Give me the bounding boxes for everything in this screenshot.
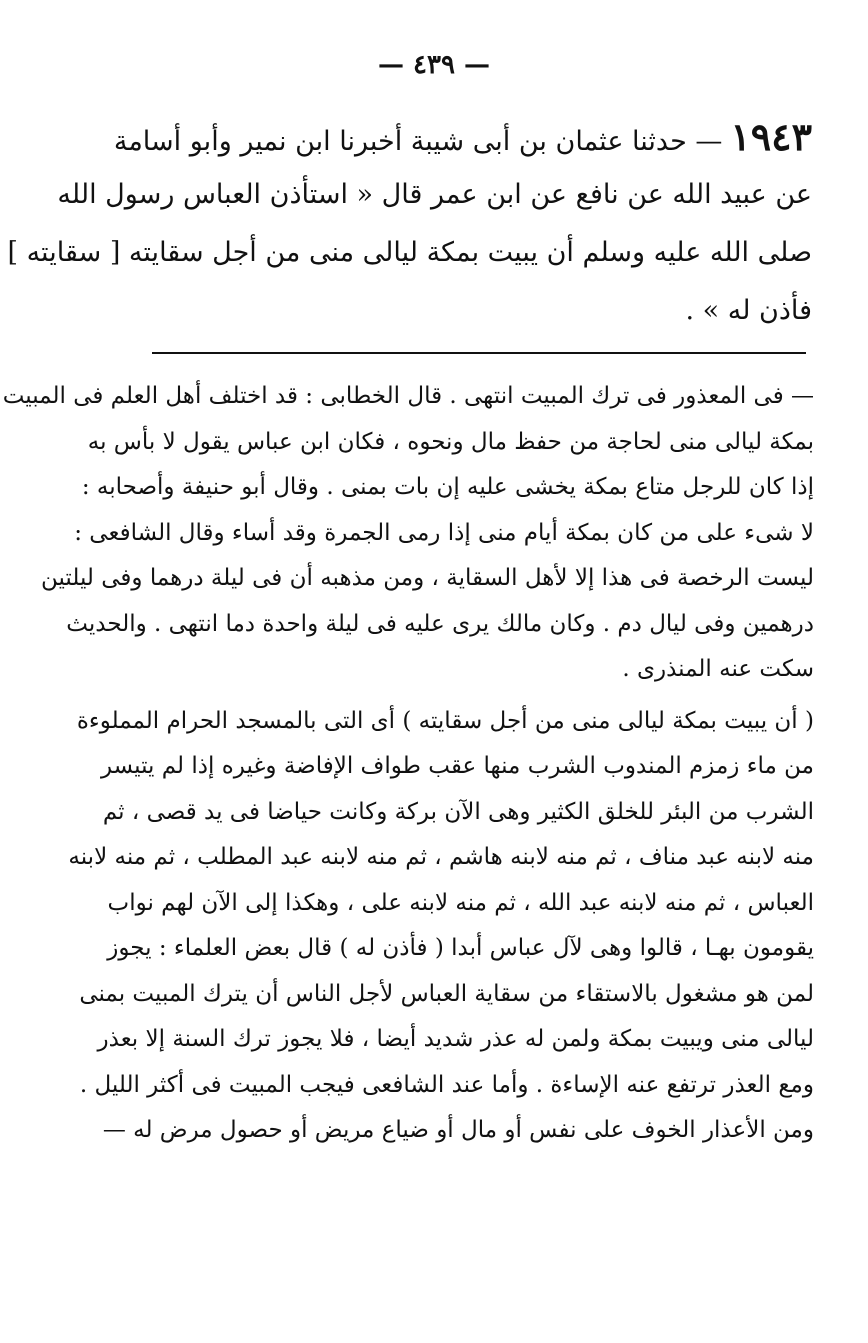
page-number: — ٤٣٩ — bbox=[377, 50, 491, 80]
hadith-line-text: — حدثنا عثمان بن أبى شيبة أخبرنا ابن نمير وأبو أسامة bbox=[113, 126, 723, 157]
commentary-text bbox=[2, 374, 814, 1154]
commentary-line: — فى المعذور فى ترك المبيت انتهى . قال الخطابى : قد اختلف أهل العلم فى المبيت bbox=[2, 383, 814, 409]
commentary-line: الشرب من البئر للخلق الكثير وهى الآن بركة وكانت حياضا فى يد قصى ، ثم bbox=[102, 798, 814, 825]
commentary-line: لا شىء على من كان بمكة أيام منى إذا رمى الجمرة وقد أساء وقال الشافعى : bbox=[74, 519, 814, 546]
commentary-line: ليالى منى ويبيت بمكة ولمن له عذر شديد أيضا ، فلا يجوز ترك السنة إلا بعذر bbox=[97, 1026, 814, 1052]
commentary-line: منه لابنه عبد مناف ، ثم منه لابنه هاشم ، ثم منه لابنه عبد المطلب ، ثم منه لابنه bbox=[68, 844, 814, 870]
hadith-number: ١٩٤٣ bbox=[730, 114, 812, 159]
hadith-line: عن عبيد الله عن نافع عن ابن عمر قال « استأذن العباس رسول الله bbox=[57, 179, 812, 210]
hadith-line: صلى الله عليه وسلم أن يبيت بمكة ليالى منى من أجل سقايته [ سقايته ] bbox=[7, 237, 812, 268]
commentary-line: من ماء زمزم المندوب الشرب منها عقب طواف الإفاضة وغيره إذا لم يتيسر bbox=[100, 753, 814, 779]
commentary-line: العباس ، ثم منه لابنه عبد الله ، ثم منه لابنه على ، وهكذا إلى الآن لهم نواب bbox=[107, 889, 814, 916]
hadith-line bbox=[113, 108, 812, 166]
commentary-line: ( أن يبيت بمكة ليالى منى من أجل سقايته ) أى التى بالمسجد الحرام المملوءة bbox=[76, 707, 814, 734]
footnote-separator bbox=[152, 352, 806, 354]
commentary-line: إذا كان للرجل متاع بمكة يخشى عليه إن بات بمنى . وقال أبو حنيفة وأصحابه : bbox=[81, 474, 814, 500]
hadith-line: فأذن له » . bbox=[685, 295, 812, 326]
commentary-line: ليست الرخصة فى هذا إلا لأهل السقاية ، ومن مذهبه أن فى ليلة درهما وفى ليلتين bbox=[40, 565, 814, 591]
commentary-line: درهمين وفى ليال دم . وكان مالك يرى عليه فى ليلة واحدة دما انتهى . والحديث bbox=[66, 610, 814, 637]
hadith-text bbox=[7, 108, 812, 340]
commentary-line: يقومون بهـا ، قالوا وهى لآل عباس أبدا ( فأذن له ) قال بعض العلماء : يجوز bbox=[107, 935, 814, 961]
commentary-line: بمكة ليالى منى لحاجة من حفظ مال ونحوه ، فكان ابن عباس يقول لا بأس به bbox=[87, 428, 814, 455]
commentary-line: ومع العذر ترتفع عنه الإساءة . وأما عند الشافعى فيجب المبيت فى أكثر الليل . bbox=[79, 1071, 814, 1098]
commentary-line: لمن هو مشغول بالاستقاء من سقاية العباس لأجل الناس أن يترك المبيت بمنى bbox=[79, 980, 814, 1007]
commentary-line: سكت عنه المنذرى . bbox=[622, 656, 814, 682]
commentary-line: ومن الأعذار الخوف على نفس أو مال أو ضياع مريض أو حصول مرض له — bbox=[102, 1117, 814, 1143]
